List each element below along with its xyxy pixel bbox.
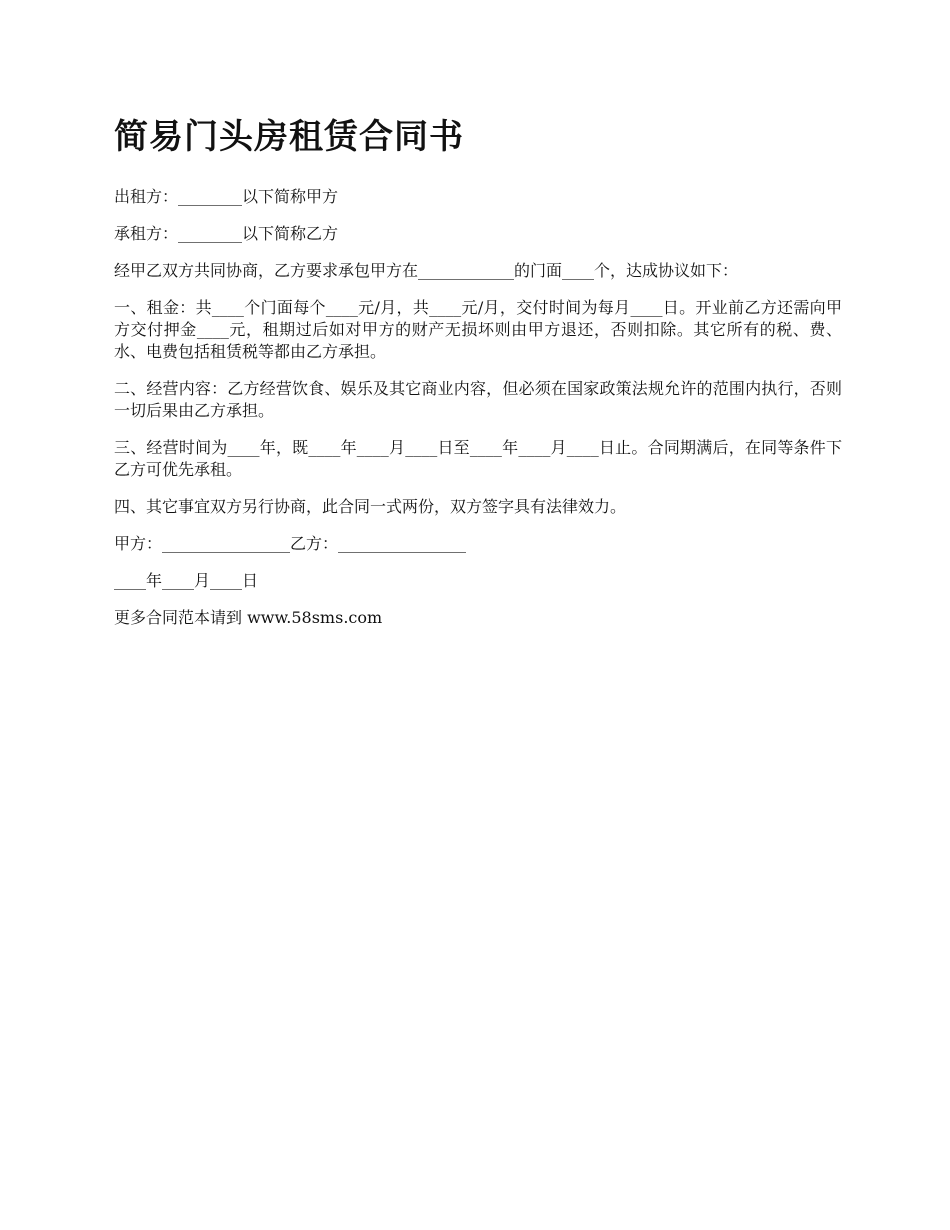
clause-other: 四、其它事宜双方另行协商，此合同一式两份，双方签字具有法律效力。 xyxy=(114,497,627,516)
date-line: ____年____月____日 xyxy=(114,571,259,590)
clause-term: 三、经营时间为____年，既____年____月____日至____年____月____日止。合同期满后，在同等条件下乙方可优先承租。 xyxy=(114,438,842,479)
lessee-line: 承租方：________以下简称乙方 xyxy=(114,224,339,243)
intro-paragraph: 经甲乙双方共同协商，乙方要求承包甲方在____________的门面____个，达成协议如下： xyxy=(114,261,739,280)
clause-business-scope: 二、经营内容：乙方经营饮食、娱乐及其它商业内容，但必须在国家政策法规允许的范围内执行，否则一切后果由乙方承担。 xyxy=(114,379,842,420)
document-title: 简易门头房租赁合同书 xyxy=(114,117,464,157)
footer-link-text: 更多合同范本请到 www.58sms.com xyxy=(114,608,383,627)
clause-rent: 一、租金：共____个门面每个____元/月，共____元/月，交付时间为每月____日。开业前乙方还需向甲方交付押金____元，租期过后如对甲方的财产无损坏则由甲方退还，否则扣除。其它所有的税、费、水、电费包括租赁税等都由乙方承担。 xyxy=(114,298,842,361)
lessor-line: 出租方：________以下简称甲方 xyxy=(114,187,339,206)
signature-line: 甲方：________________乙方：________________ xyxy=(114,534,467,553)
contract-page xyxy=(114,112,842,644)
